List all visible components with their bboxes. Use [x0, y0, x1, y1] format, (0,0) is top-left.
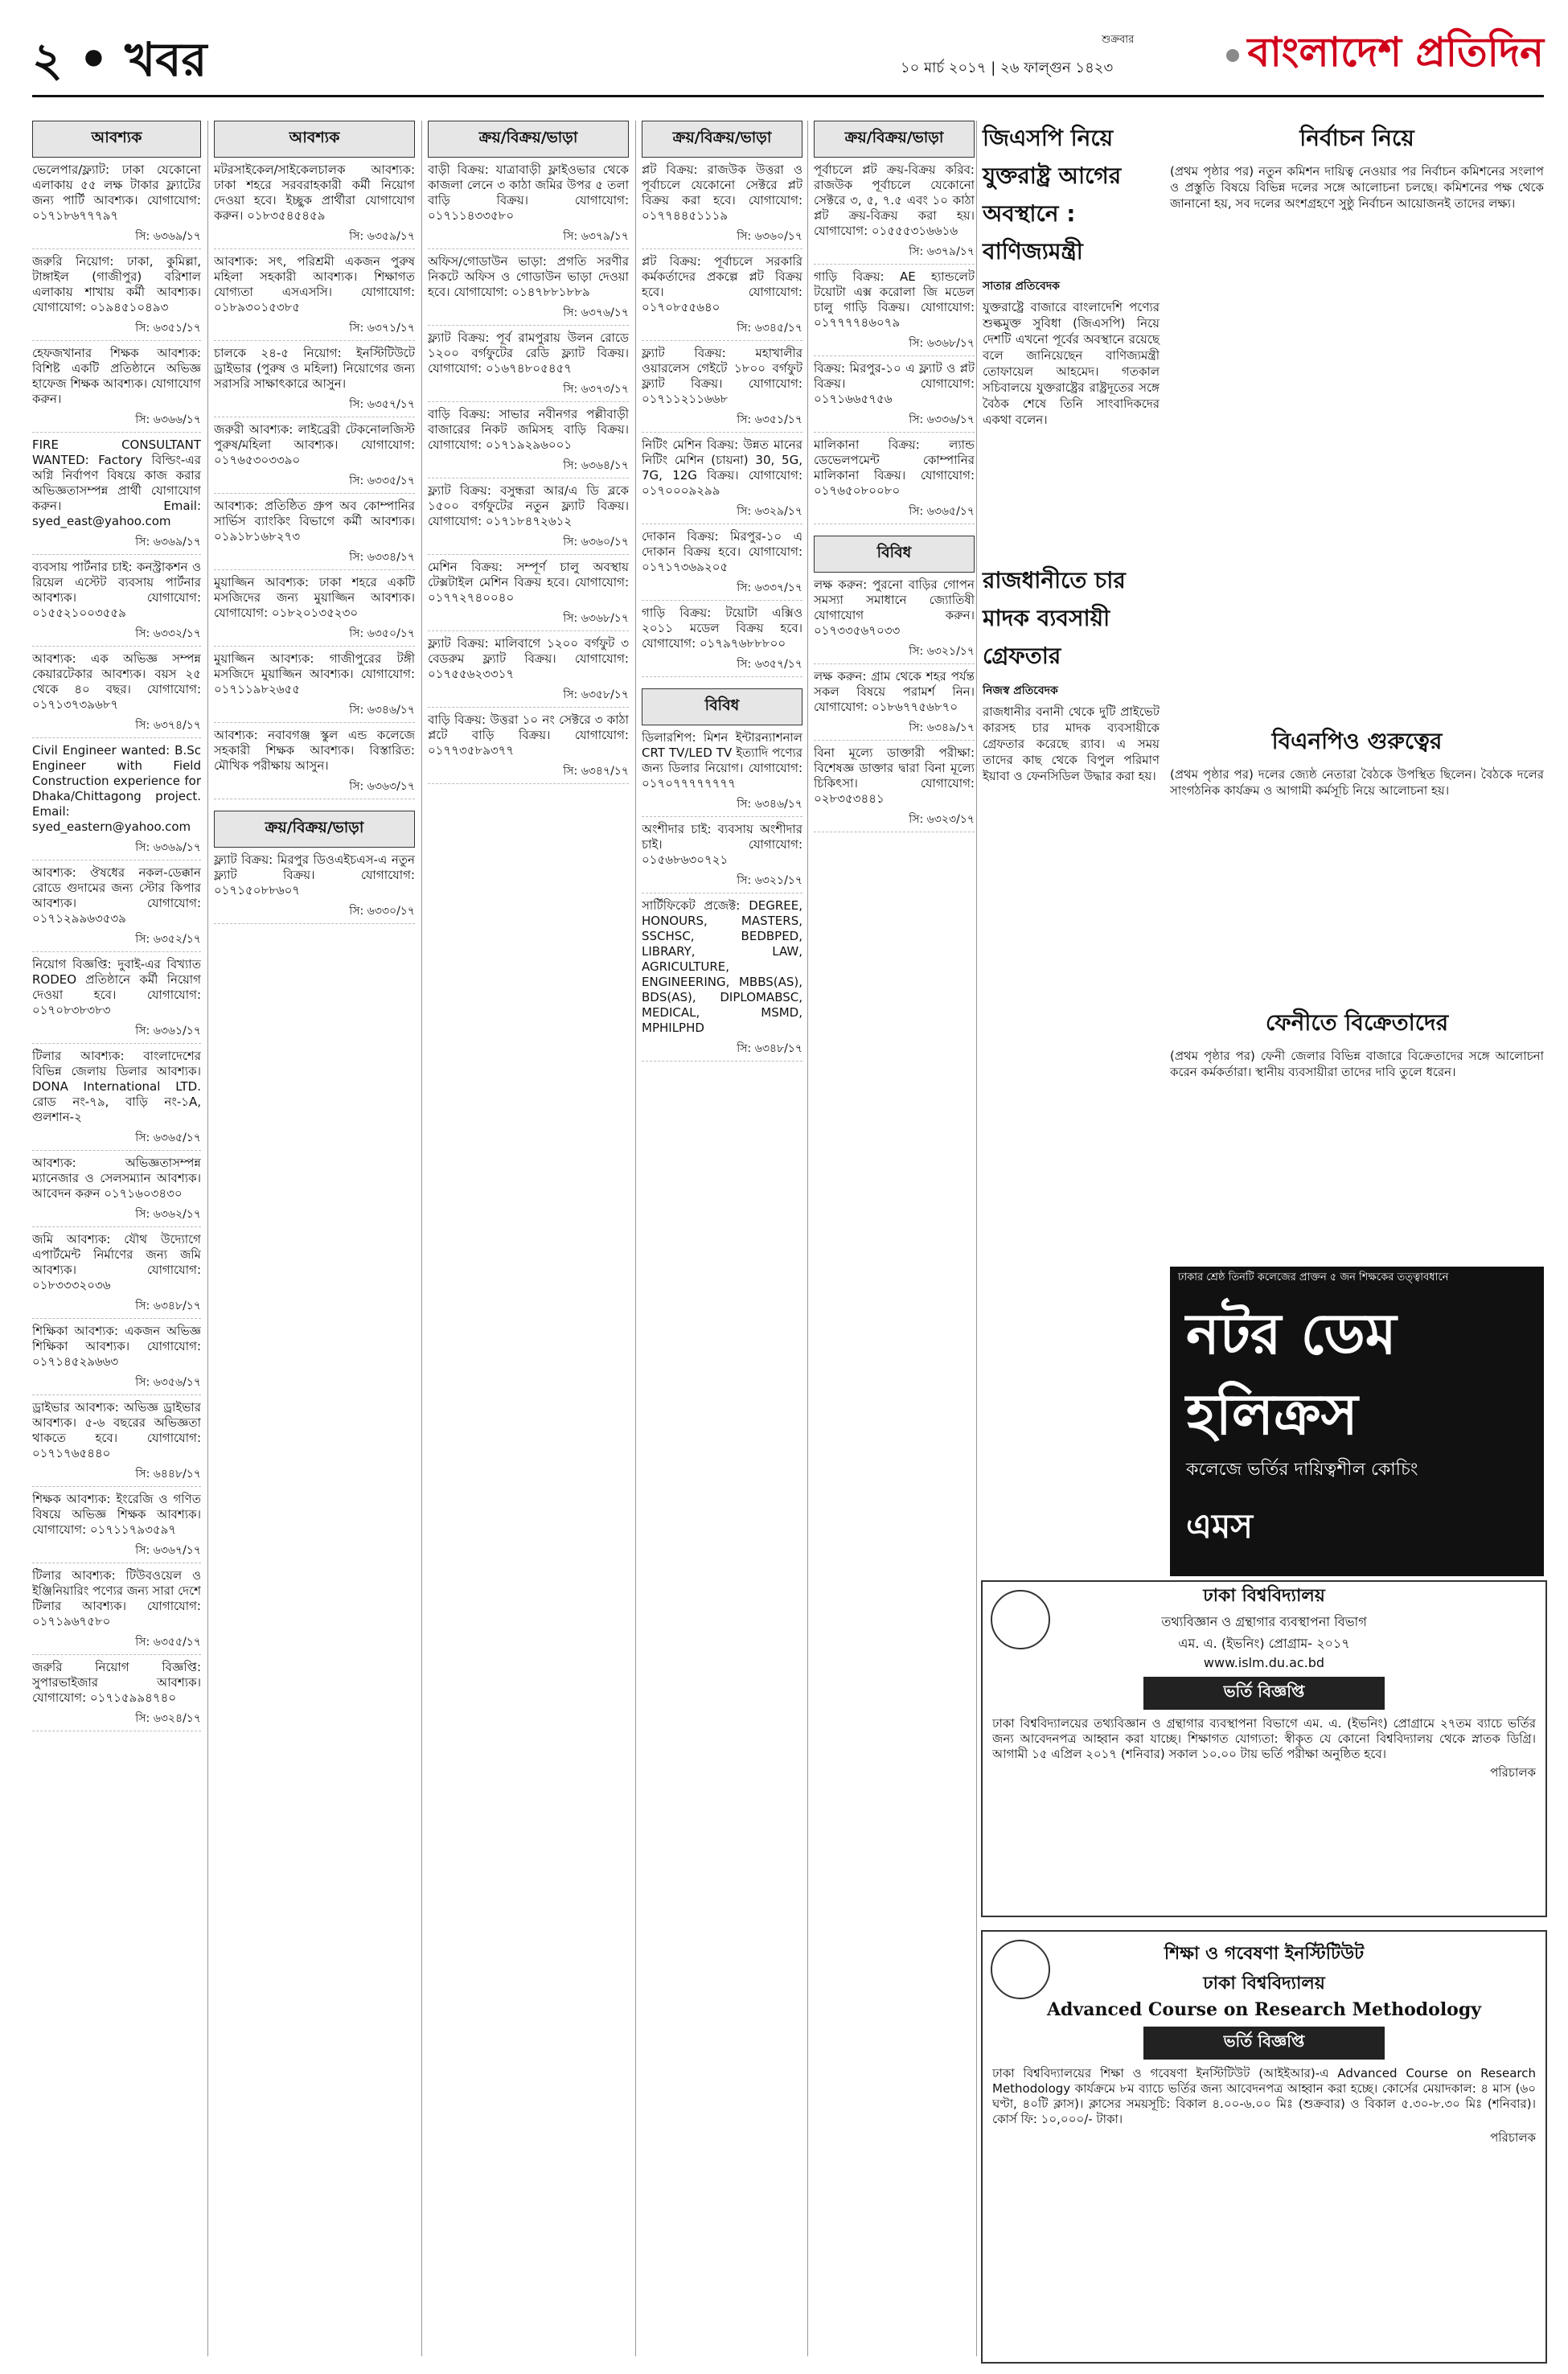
ad-ref: সি: ৬৩৩৪/১৭: [214, 548, 415, 570]
dateline: ১০ মার্চ ২০১৭ | ২৬ ফাল্গুন ১৪২৩: [901, 60, 1114, 76]
ad-text: লক্ষ করুন: গ্রাম থেকে শহর পর্যন্ত সকল বিষয়ে পরামর্শ নিন। যোগাযোগ: ০১৮৬৭৭৫৬৮৭০: [814, 669, 975, 714]
ad-ref: সি: ৬৩৬৯/১৭: [32, 532, 201, 555]
ad-ref: সি: ৬৩৩৫/১৭: [214, 471, 415, 494]
ad-ref: সি: ৬৩৫৫/১৭: [32, 1633, 201, 1655]
notice-university: ঢাকা বিশ্ববিদ্যালয়: [1203, 1586, 1325, 1606]
ad-ref: সি: ৬৪৪৮/১৭: [32, 1464, 201, 1487]
news-story-election: [1170, 121, 1544, 212]
ad-ref: সি: ৬৩৪৬/১৭: [642, 795, 802, 817]
ad-text: মালিকানা বিক্রয়: ল্যান্ড ডেভেলপমেন্ট কোম্পানির মালিকানা বিক্রয়। যোগাযোগ: ০১৭৬৫০৮০০৮০: [814, 437, 975, 498]
column-heading: আবশ্যক: [214, 121, 415, 158]
news-story-gsp: [983, 121, 1160, 428]
story-body: (প্রথম পৃষ্ঠার পর) দলের জ্যেষ্ঠ নেতারা বৈঠকে উপস্থিত ছিলেন। বৈঠকে দলের সাংগঠনিক কার্যক্রম ও আগামী কর্মসূচি নিয়ে আলোচনা হয়।: [1170, 767, 1544, 798]
ad-text: ফ্ল্যাট বিক্রয়: মহাখালীর ওয়ারলেস গেইটে ১৮০০ বর্গফুট ফ্ল্যাট বিক্রয়। যোগাযোগ: ০১৭১১২১১৬৬৮: [642, 346, 802, 406]
ad-ref: সি: ৬৩৬০/১৭: [428, 532, 629, 555]
ad-ref: সি: ৬৩৭১/১৭: [214, 318, 415, 341]
ad-text: আবশ্যক: ঔষধের নকল-ডেক্কান রোডে গুদামের জন্য স্টোর কিপার আবশ্যক। যোগাযোগ: ০১৭১২৯৯৬৩৫৩৯: [32, 865, 201, 926]
news-story-drug-arrest: [983, 563, 1160, 784]
column-heading: ক্রয়/বিক্রয়/ভাড়া: [814, 121, 975, 158]
ad-text: ফ্ল্যাট বিক্রয়: মালিবাগে ১২০০ বর্গফুট ৩ বেডরুম ফ্ল্যাট বিক্রয়। যোগাযোগ: ০১৭৫৫৬২৩৩১৭: [428, 636, 629, 681]
column-heading: বিবিধ: [642, 688, 802, 725]
ad-text: ফ্ল্যাট বিক্রয়: মিরপুর ডিওএইচএস-এ নতুন ফ্ল্যাট বিক্রয়। যোগাযোগ: ০১৭১৫০৮৮৬০৭: [214, 852, 415, 897]
story-byline: সাতার প্রতিবেদক: [983, 280, 1060, 293]
story-headline: ফেনীতে বিক্রেতাদের: [1265, 1009, 1449, 1036]
ad-text: আবশ্যক: সৎ, পরিশ্রমী একজন পুরুষ মহিলা সহকারী আবশ্যক। শিক্ষাগত যোগ্যতা এসএসসি। যোগাযোগ: ০১৮৯৩০১৫৩৮৫: [214, 254, 415, 314]
notice-body: ঢাকা বিশ্ববিদ্যালয়ের শিক্ষা ও গবেষণা ইনস্টিটিউট (আইইআর)-এ Advanced Course on Research Methodology কার্যক্রমে ৮ম ব্যাচে ভর্তির জন্য আবেদনপত্র আহ্বান করা হচ্ছে। কোর্সের মেয়াদকাল: ৪ মাস (৬০ ঘণ্টা, ৪০টি ক্লাস)। ক্লাসের সময়সূচি: বিকাল ৪.০০-৬.০০ মিঃ (শুক্রবার) ও বিকাল ৫.৩০-৮.৩০ মিঃ (শনিবার)। কোর্স ফি: ১০,০০০/- টাকা।: [992, 2066, 1536, 2126]
ad-ref: সি: ৬৩৬৯/১৭: [32, 838, 201, 860]
ad-ref: সি: ৬৩৫০/১৭: [214, 624, 415, 647]
ad-text: ফ্ল্যাট বিক্রয়: পূর্ব রামপুরায় উলন রোডে ১২০০ বর্গফুটের রেডি ফ্ল্যাট বিক্রয়। যোগাযোগ: ০১৬৭৪৮০৫৪৫৭: [428, 331, 629, 376]
ad-ref: সি: ৬৩৬৩/১৭: [214, 777, 415, 799]
ad-text: প্লট বিক্রয়: পূর্বাচলে সরকারি কর্মকর্তাদের প্রকল্পে প্লট বিক্রয় হবে। যোগাযোগ: ০১৭০৮৫৫৬৪০: [642, 254, 802, 314]
ad-ref: সি: ৬৩৩০/১৭: [214, 902, 415, 924]
column-heading: আবশ্যক: [32, 121, 201, 158]
ad-ref: সি: ৬৩৪৭/১৭: [428, 762, 629, 784]
news-story-feni: [1170, 1005, 1544, 1080]
ad-ref: সি: ৬৩৬৮/১৭: [428, 609, 629, 631]
story-headline: বিএনপিও গুরুত্বের: [1271, 728, 1443, 754]
ad-text: ডিলারশিপ: মিশন ইন্টারন্যাশনাল CRT TV/LED TV ইত্যাদি পণ্যের জন্য ডিলার নিয়োগ। যোগাযোগ: ০১৭০৭৭৭৭৭৭৭৭: [642, 730, 802, 791]
classified-column-4: [642, 121, 802, 2356]
ad-ref: সি: ৬৩৪৮/১৭: [32, 1296, 201, 1319]
ad-ref: সি: ৬৩৩৬/১৭: [814, 410, 975, 433]
ad-ref: সি: ৬৩৬৮/১৭: [814, 334, 975, 356]
ad-ref: সি: ৬৩৬৫/১৭: [32, 1128, 201, 1151]
ad-ref: সি: ৬৩৬৬/১৭: [32, 410, 201, 433]
ad-ref: সি: ৬৩২৪/১৭: [32, 1709, 201, 1731]
ad-ref: সি: ৬৩৬০/১৭: [642, 227, 802, 249]
notice-institute: শিক্ষা ও গবেষণা ইনস্টিটিউট: [1164, 1944, 1365, 1964]
ad-text: মেশিন বিক্রয়: সম্পূর্ণ চালু অবস্থায় টেক্সটাইল মেশিন বিক্রয় হবে। যোগাযোগ: ০১৭৭২৭৪০০৪০: [428, 560, 629, 605]
ad-text: ভেলেপার/ফ্ল্যাট: ঢাকা যেকোনো এলাকায় ৫৫ লক্ষ টাকার ফ্ল্যাটের জন্য পার্টি আবশ্যক। যোগাযোগ: ০১৭১৮৬৭৭৭৯৭: [32, 162, 201, 223]
ad-text: পূর্বাচলে প্লট ক্রয়-বিক্রয় করিব: রাজউক পূর্বাচলে যেকোনো সেক্টরে ৩, ৫, ৭.৫ এবং ১০ কাঠা প্লট ক্রয়-বিক্রয় করা হয়। যোগাযোগ: ০১৫৫৫৩১৬৬১৬: [814, 162, 975, 238]
notice-department: তথ্যবিজ্ঞান ও গ্রন্থাগার ব্যবস্থাপনা বিভাগ: [1161, 1614, 1367, 1629]
classified-column-1: [32, 121, 201, 2356]
story-body: (প্রথম পৃষ্ঠার পর) ফেনী জেলার বিভিন্ন বাজারে বিক্রেতাদের সঙ্গে আলোচনা করেন কর্মকর্তারা। স্থানীয় ব্যবসায়ীরা তাদের দাবি তুলে ধরেন।: [1170, 1049, 1544, 1079]
ad-ref: সি: ৬৩২১/১৭: [642, 871, 802, 893]
column-divider: [421, 121, 422, 2356]
ad-text: জমি আবশ্যক: যৌথ উদ্যোগে এপার্টমেন্ট নির্মাণের জন্য জমি আবশ্যক। যোগাযোগ: ০১৮৩৩৩২০৩৬: [32, 1232, 201, 1292]
ad-ref: সি: ৬৩৪৮/১৭: [642, 1039, 802, 1062]
ad-text: চালকে ২৪-৫ নিয়োগ: ইনস্টিটিউটে ড্রাইভার (পুরুষ ও মহিলা) নিয়োগের জন্য সরাসরি সাক্ষাৎকারে আসুন।: [214, 346, 415, 391]
masthead: [32, 23, 1544, 87]
column-divider: [207, 121, 208, 2356]
ad-title-line-1: নটর ডেম: [1186, 1301, 1397, 1367]
ad-text: মটরসাইকেল/সাইকেলচালক আবশ্যক: ঢাকা শহরে সরবরাহকারী কর্মী নিয়োগ দেওয়া হবে। ইচ্ছুক প্রার্থীরা যোগাযোগ করুন। ০১৮৩৫৪৫৪৫৯: [214, 162, 415, 223]
ad-ref: সি: ৬৩৬২/১৭: [32, 1205, 201, 1227]
column-divider: [976, 121, 977, 2356]
ad-text: আবশ্যক: প্রতিষ্ঠিত গ্রুপ অব কোম্পানির সার্ভিস ব্যাংকিং বিভাগে কর্মী আবশ্যক। ০১৯১৮১৬৮২৭৩: [214, 499, 415, 544]
ad-text: জরুরি নিয়োগ বিজ্ঞপ্তি: সুপারভাইজার আবশ্যক। যোগাযোগ: ০১৭১৫৯৯৪৭৪০: [32, 1660, 201, 1705]
ad-ref: সি: ৬৩৭৬/১৭: [428, 303, 629, 326]
ad-text: অফিস/গোডাউন ভাড়া: প্রগতি সরণীর নিকটে অফিস ও গোডাউন ভাড়া দেওয়া হবে। যোগাযোগ: ০১৪৭৮৮১৮৮৯: [428, 254, 629, 299]
ad-subtitle: কলেজে ভর্তির দায়িত্বশীল কোচিং: [1186, 1460, 1418, 1480]
admission-notice-ier: [981, 1930, 1547, 2364]
ad-text: লক্ষ করুন: পুরনো বাড়ির গোপন সমস্যা সমাধানে জ্যোতিষী যোগাযোগ করুন। ০১৭৩৩৫৬৭০৩৩: [814, 577, 975, 638]
ad-ref: সি: ৬৩৩২/১৭: [32, 624, 201, 647]
ad-text: ড্রাইভার আবশ্যক: অভিজ্ঞ ড্রাইভার আবশ্যক। ৫-৬ বছরের অভিজ্ঞতা থাকতে হবে। যোগাযোগ: ০১৭১৭৬৫৪৪০: [32, 1400, 201, 1460]
ad-text: সার্টিফিকেট প্রজেক্ট: DEGREE, HONOURS, MASTERS, SSCHSC, BEDBPED, LIBRARY, LAW, AGRICULTURE, ENGINEERING, MBBS(AS), BDS(AS), DIPLOMABSC, MEDICAL, MSMD, MPHILPHD: [642, 898, 802, 1035]
notice-url: www.islm.du.ac.bd: [1203, 1655, 1325, 1670]
notice-signatory: পরিচালক: [1490, 2130, 1536, 2145]
ad-text: নিটিং মেশিন বিক্রয়: উন্নত মানের নিটিং মেশিন (চায়না) 30, 5G, 7G, 12G বিক্রয়। যোগাযোগ: ০১৭০০০৯২৯৯: [642, 437, 802, 498]
ad-text: বিক্রয়: মিরপুর-১০ এ ফ্ল্যাট ও প্লট বিক্রয়। যোগাযোগ: ০১৭১৬৬৫৭৫৬: [814, 361, 975, 406]
notice-signatory: পরিচালক: [1490, 1765, 1536, 1780]
ad-text: আবশ্যক: অভিজ্ঞতাসম্পন্ন ম্যানেজার ও সেলসম্যান আবশ্যক। আবেদন করুন ০১৭১৬০৩৪৩০: [32, 1156, 201, 1201]
ad-ref: সি: ৬৩৫৮/১৭: [428, 685, 629, 708]
ad-tagline: ঢাকার শ্রেষ্ঠ তিনটি কলেজের প্রাক্তন ৫ জন শিক্ষকের তত্ত্বাবধানে: [1178, 1271, 1449, 1284]
story-headline: নির্বাচন নিয়ে: [1299, 125, 1414, 151]
ad-ref: সি: ৬৩৭৪/১৭: [32, 716, 201, 738]
university-seal-icon: [991, 1590, 1050, 1649]
ad-ref: সি: ৬৩৪৬/১৭: [214, 700, 415, 723]
ad-ref: সি: ৬৩৭৯/১৭: [428, 227, 629, 249]
notice-program: এম. এ. (ইভনিং) প্রোগ্রাম- ২০১৭: [1178, 1636, 1350, 1651]
story-headline: রাজধানীতে চার মাদক ব্যবসায়ী গ্রেফতার: [983, 567, 1126, 669]
ad-text: জরুরী আবশ্যক: লাইব্রেরী টেকনোলজিস্ট পুরুষ/মহিলা আবশ্যক। যোগাযোগ: ০১৭৬৫৩০৩৩৯০: [214, 422, 415, 467]
ad-text: জরুরি নিয়োগ: ঢাকা, কুমিল্লা, টাঙ্গাইল (গাজীপুর) বরিশাল এলাকায় শাখায় কর্মী আবশ্যক। যোগাযোগ: ০১৯৪৫১০৪৯৩: [32, 254, 201, 314]
ad-text: টিলার আবশ্যক: টিউবওয়েল ও ইঞ্জিনিয়ারিং পণ্যের জন্য সারা দেশে টিলার আবশ্যক। যোগাযোগ: ০১৭১৯৬৭৫৮০: [32, 1568, 201, 1629]
ad-text: ব্যবসায় পার্টনার চাই: কনস্ট্রাকশন ও রিয়েল এস্টেট ব্যবসায় পার্টনার আবশ্যক। যোগাযোগ: ০১৫৫২১০০৩৫৫৯: [32, 560, 201, 620]
ad-text: ফ্ল্যাট বিক্রয়: বসুন্ধরা আর/এ ডি ব্লকে ১৫০০ বর্গফুটের নতুন ফ্ল্যাট বিক্রয়। যোগাযোগ: ০১৭১৮৪৭২৬১২: [428, 483, 629, 528]
notice-course: Advanced Course on Research Methodology: [1046, 1999, 1482, 2020]
admission-notice-islm: [981, 1580, 1547, 1917]
story-body: যুক্তরাষ্ট্রে বাজারে বাংলাদেশি পণ্যের শুল্কমুক্ত সুবিধা (জিএসপি) নিয়ে দেশটি এখনো পূর্বের অবস্থানে রয়েছে বলে জানিয়েছেন বাণিজ্যমন্ত্রী তোফায়েল আহমেদ। গতকাল সচিবালয়ে যুক্তরাষ্ট্রের রাষ্ট্রদূতের সঙ্গে বৈঠক শেষে তিনি সাংবাদিকদের একথা বলেন।: [983, 300, 1160, 427]
globe-icon: [1226, 49, 1239, 62]
ad-text: বাড়ি বিক্রয়: উত্তরা ১০ নং সেক্টরে ৩ কাঠা প্লটে বাড়ি বিক্রয়। যোগাযোগ: ০১৭৭৩৫৮৯৩৭৭: [428, 713, 629, 758]
ad-ref: সি: ৬৩২৩/১৭: [814, 810, 975, 832]
story-byline: নিজস্ব প্রতিবেদক: [983, 684, 1058, 697]
brand-logo: [1226, 23, 1544, 89]
story-headline: জিএসপি নিয়ে যুক্তরাষ্ট্র আগের অবস্থানে : বাণিজ্যমন্ত্রী: [983, 125, 1122, 265]
ad-text: শিক্ষিকা আবশ্যক: একজন অভিজ্ঞ শিক্ষিকা আবশ্যক। যোগাযোগ: ০১৭১৪৫২৯৬৬৩: [32, 1324, 201, 1369]
notice-body: ঢাকা বিশ্ববিদ্যালয়ের তথ্যবিজ্ঞান ও গ্রন্থাগার ব্যবস্থাপনা বিভাগে এম. এ. (ইভনিং) প্রোগ্রামে ২৭তম ব্যাচে ভর্তির জন্য আবেদনপত্র আহ্বান করা যাচ্ছে। শিক্ষাগত যোগ্যতা: স্বীকৃত যে কোনো বিশ্ববিদ্যালয় থেকে স্নাতক ডিগ্রি। আগামী ১৫ এপ্রিল ২০১৭ (শনিবার) সকাল ১০.০০ টায় ভর্তি পরীক্ষা অনুষ্ঠিত হবে।: [992, 1716, 1536, 1761]
ad-ref: সি: ৬৩৫৯/১৭: [214, 227, 415, 249]
classified-column-5: [814, 121, 975, 2356]
ad-text: গাড়ি বিক্রয়: AE হ্যান্ডলেট টয়োটা এক্স করোলা জি মডেল চালু গাড়ি বিক্রয়। যোগাযোগ: ০১৭৭৭৭৪৬০৭৯: [814, 269, 975, 330]
classified-column-2: [214, 121, 415, 2356]
ad-text: মুয়াজ্জিন আবশ্যক: ঢাকা শহরে একটি মসজিদের জন্য মুয়াজ্জিন আবশ্যক। যোগাযোগ: ০১৮২০১৩৫২৩০: [214, 575, 415, 620]
column-heading: বিবিধ: [814, 536, 975, 573]
ad-ref: সি: ৬৩৭৯/১৭: [814, 242, 975, 265]
column-heading: ক্রয়/বিক্রয়/ভাড়া: [642, 121, 802, 158]
university-seal-icon: [991, 1940, 1050, 1999]
classified-column-3: [428, 121, 629, 2356]
ad-ref: সি: ৬৩৬৯/১৭: [32, 227, 201, 249]
ad-text: দোকান বিক্রয়: মিরপুর-১০ এ দোকান বিক্রয় হবে। যোগাযোগ: ০১৭১৭৩৬৯২০৫: [642, 529, 802, 574]
ad-text: বিনা মূল্যে ডাক্তারী পরীক্ষা: বিশেষজ্ঞ ডাক্তার দ্বারা বিনা মূল্যে চিকিৎসা। যোগাযোগ: ০২৮৩৫৩৪৪১: [814, 745, 975, 806]
ad-text: অংশীদার চাই: ব্যবসায় অংশীদার চাই। যোগাযোগ: ০১৫৬৮৬৩০৭২১: [642, 822, 802, 867]
news-story-bnp: [1170, 724, 1544, 799]
ad-text: প্লট বিক্রয়: রাজউক উত্তরা ও পূর্বাচলে যেকোনো সেক্টরে প্লট বিক্রয় করা হবে। যোগাযোগ: ০১৭৭৪৪৫১১১৯: [642, 162, 802, 223]
notice-university: ঢাকা বিশ্ববিদ্যালয়: [1203, 1974, 1325, 1994]
story-body: রাজধানীর বনানী থেকে দুটি প্রাইভেট কারসহ চার মাদক ব্যবসায়ীকে গ্রেফতার করেছে র‍্যাব। এ সময় তাদের কাছ থেকে বিপুল পরিমাণ ইয়াবা ও ফেনসিডিল উদ্ধার করা হয়।: [983, 704, 1160, 783]
coaching-advertisement: [1170, 1267, 1544, 1576]
ad-text: শিক্ষক আবশ্যক: ইংরেজি ও গণিত বিষয়ে অভিজ্ঞ শিক্ষক আবশ্যক। যোগাযোগ: ০১৭১১৭৯৩৫৯৭: [32, 1492, 201, 1537]
brand-name: বাংলাদেশ প্রতিদিন: [1247, 29, 1544, 76]
column-divider: [807, 121, 808, 2356]
ad-ref: সি: ৬৩৫১/১৭: [642, 410, 802, 433]
ad-ref: সি: ৬৩৪৯/১৭: [814, 718, 975, 741]
ad-title-line-2: হলিক্রস: [1186, 1382, 1358, 1448]
column-divider: [635, 121, 636, 2356]
ad-ref: সি: ৬৩৬৭/১৭: [32, 1541, 201, 1563]
ad-ref: সি: ৬৩২৯/১৭: [642, 502, 802, 524]
ad-text: বাড়ী বিক্রয়: যাত্রাবাড়ী ফ্লাইওভার থেকে কাজলা লেনে ৩ কাঠা জমির উপর ৫ তলা বাড়ি বিক্রয়। যোগাযোগ: ০১৭১১৪৩৩৫৮০: [428, 162, 629, 223]
page-label: ২ • খবর: [32, 32, 207, 87]
masthead-rule: [32, 95, 1544, 97]
ad-ref: সি: ৬৩৫৬/১৭: [32, 1373, 201, 1395]
ad-text: টিলার আবশ্যক: বাংলাদেশের বিভিন্ন জেলায় ডিলার আবশ্যক। DONA International LTD. রোড নং-৭৯, বাড়ি নং-১A, গুলশান-২: [32, 1049, 201, 1124]
ad-ref: সি: ৬৩৬১/১৭: [32, 1021, 201, 1044]
day-label: শুক্রবার: [1102, 34, 1135, 46]
column-heading: ক্রয়/বিক্রয়/ভাড়া: [214, 811, 415, 848]
ad-ref: সি: ৬৩৫৭/১৭: [642, 655, 802, 677]
ad-ref: সি: ৬৩২১/১৭: [814, 642, 975, 664]
ad-ref: সি: ৬৩৬৪/১৭: [428, 456, 629, 478]
ad-brand: এমস: [1186, 1506, 1254, 1546]
ad-ref: সি: ৬৩৭৩/১৭: [428, 380, 629, 402]
ad-text: আবশ্যক: এক অভিজ্ঞ সম্পন্ন কেয়ারটেকার আবশ্যক। বয়স ২৫ থেকে ৪০ বছর। যোগাযোগ: ০১৭১৩৭৩৯৬৮৭: [32, 651, 201, 712]
ad-text: Civil Engineer wanted: B.Sc Engineer with Field Construction experience for Dhaka/Chittagong project. Email: syed_eastern@yahoo.com: [32, 743, 201, 834]
ad-text: আবশ্যক: নবাবগঞ্জ স্কুল এন্ড কলেজে সহকারী শিক্ষক আবশ্যক। বিস্তারিত: মৌখিক পরীক্ষায় আসুন।: [214, 728, 415, 773]
ad-text: নিয়োগ বিজ্ঞপ্তি: দুবাই-এর বিখ্যাত RODEO প্রতিষ্ঠানে কর্মী নিয়োগ দেওয়া হবে। যোগাযোগ: ০১৭০৮৩৮৩৮৩: [32, 957, 201, 1017]
ad-ref: সি: ৬৩৩৭/১৭: [642, 578, 802, 601]
story-body: (প্রথম পৃষ্ঠার পর) নতুন কমিশন দায়িত্ব নেওয়ার পর নির্বাচন কমিশনের সংলাপ ও প্রস্তুতি বিষয়ে বিভিন্ন দলের সঙ্গে আলোচনা চলছে। কমিশনের পক্ষ থেকে জানানো হয়, সব দলের অংশগ্রহণে সুষ্ঠু নির্বাচন আয়োজনই তাদের লক্ষ্য।: [1170, 164, 1544, 211]
ad-ref: সি: ৬৩৫৭/১৭: [214, 395, 415, 417]
ad-ref: সি: ৬৩৫১/১৭: [32, 318, 201, 341]
column-heading: ক্রয়/বিক্রয়/ভাড়া: [428, 121, 629, 158]
ad-text: গাড়ি বিক্রয়: টয়োটা এক্সিও ২০১১ মডেল বিক্রয় হবে। যোগাযোগ: ০১৭৯৭৬৮৮৮০০: [642, 606, 802, 651]
ad-ref: সি: ৬৩৫২/১৭: [32, 930, 201, 952]
ad-text: বাড়ি বিক্রয়: সাভার নবীনগর পল্লীবাড়ী বাজারের নিকট জমিসহ বাড়ি বিক্রয়। যোগাযোগ: ০১৭১৯২৯৬০০১: [428, 407, 629, 452]
ad-text: FIRE CONSULTANT WANTED: Factory বিল্ডিং-এর অগ্নি নির্বাপণ বিষয়ে কাজ করার অভিজ্ঞতাসম্পন্ন প্রার্থী যোগাযোগ করুন। Email: syed_east@yahoo.com: [32, 437, 201, 528]
ad-text: মুয়াজ্জিন আবশ্যক: গাজীপুরের টঙ্গী মসজিদে মুয়াজ্জিন আবশ্যক। যোগাযোগ: ০১৭১১৯৮২৬৫৫: [214, 651, 415, 696]
notice-banner: ভর্তি বিজ্ঞপ্তি: [1143, 1677, 1385, 1710]
ad-ref: সি: ৬৩৪৫/১৭: [642, 318, 802, 341]
ad-text: হেফজখানার শিক্ষক আবশ্যক: বিশিষ্ট একটি প্রতিষ্ঠানে অভিজ্ঞ হাফেজ শিক্ষক আবশ্যক। যোগাযোগ করুন।: [32, 346, 201, 406]
notice-banner: ভর্তি বিজ্ঞপ্তি: [1143, 2027, 1385, 2060]
ad-ref: সি: ৬৩৬৫/১৭: [814, 502, 975, 524]
